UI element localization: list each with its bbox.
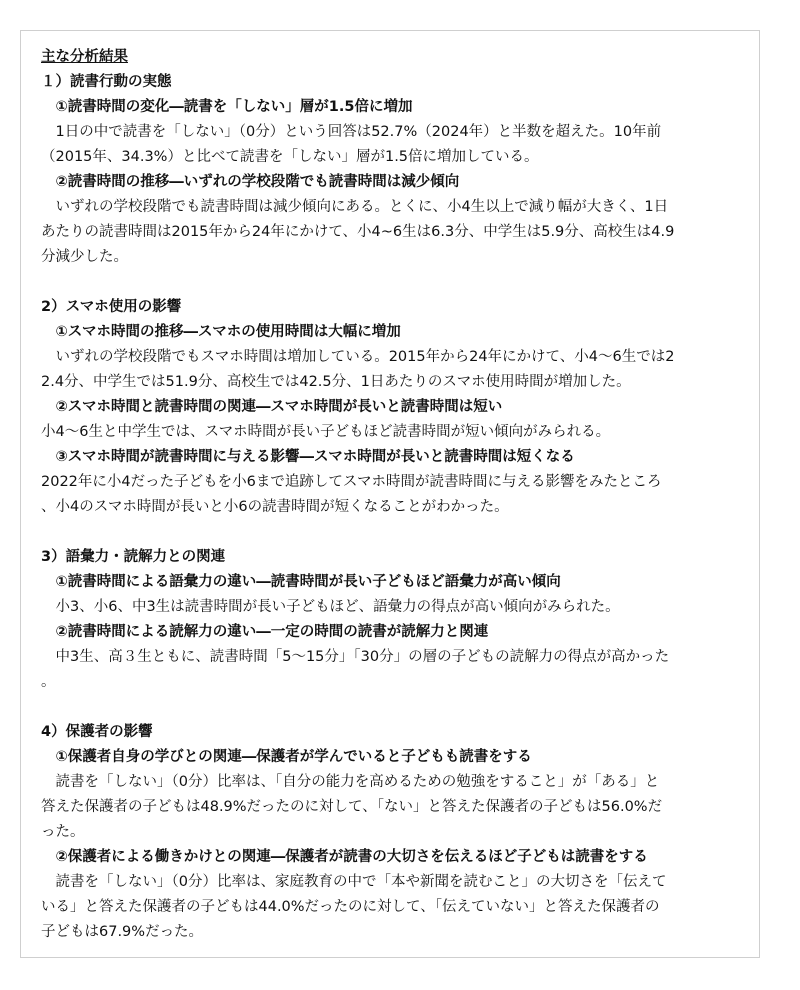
body-text: 。 (41, 674, 56, 690)
body-text: いずれの学校段階でも読書時間は減少傾向にある。とくに、小4生以上で減り幅が大きく、1日 (41, 199, 669, 215)
subsection-heading: ②読書時間による読解力の違い―一定の時間の読書が読解力と関連 (41, 624, 489, 640)
section-spacer (41, 695, 746, 720)
subsection-heading: ②保護者による働きかけとの関連―保護者が読書の大切さを伝えるほど子どもは読書をする (41, 849, 648, 865)
section-heading: 2）スマホ使用の影響 (41, 299, 182, 315)
document-body (41, 45, 746, 945)
body-text: 小4〜6生と中学生では、スマホ時間が長い子どもほど読書時間が短い傾向がみられる。 (41, 424, 611, 440)
section-heading: １）読書行動の実態 (41, 74, 172, 90)
body-text: った。 (41, 824, 85, 840)
section-spacer (41, 520, 746, 545)
section-spacer (41, 270, 746, 295)
body-text: あたりの読書時間は2015年から24年にかけて、小4~6生は6.3分、中学生は5.9分、高校生は4.9 (41, 224, 675, 240)
body-text: 読書を「しない」（0分）比率は、家庭教育の中で「本や新聞を読むこと」の大切さを「伝えて (41, 874, 667, 890)
body-text: 2.4分、中学生では51.9分、高校生では42.5分、1日あたりのスマホ使用時間が増加した。 (41, 374, 631, 390)
subsection-heading: ③スマホ時間が読書時間に与える影響―スマホ時間が長いと読書時間は短くなる (41, 449, 575, 465)
subsection-heading: ①保護者自身の学びとの関連―保護者が学んでいると子どもも読書をする (41, 749, 532, 765)
body-text: （2015年、34.3%）と比べて読書を「しない」層が1.5倍に増加している。 (41, 149, 539, 165)
body-text: 1日の中で読書を「しない」（0分）という回答は52.7%（2024年）と半数を超えた。10年前 (41, 124, 662, 140)
subsection-heading: ②スマホ時間と読書時間の関連―スマホ時間が長いと読書時間は短い (41, 399, 503, 415)
body-text: 中3生、高３生ともに、読書時間「5〜15分」「30分」の層の子どもの読解力の得点が高かった (41, 649, 670, 665)
body-text: 、小4のスマホ時間が長いと小6の読書時間が短くなることがわかった。 (41, 499, 509, 515)
body-text: 読書を「しない」（0分）比率は、「自分の能力を高めるための勉強をすること」が「ある」と (41, 774, 660, 790)
body-text: いずれの学校段階でもスマホ時間は増加している。2015年から24年にかけて、小4〜6生では2 (41, 349, 675, 365)
body-text: 子どもは67.9%だった。 (41, 924, 204, 940)
document-title: 主な分析結果 (41, 49, 128, 65)
subsection-heading: ①読書時間の変化―読書を「しない」層が1.5倍に増加 (41, 99, 413, 115)
body-text: 分減少した。 (41, 249, 128, 265)
section-heading: 3）語彙力・読解力との関連 (41, 549, 226, 565)
subsection-heading: ①読書時間による語彙力の違い―読書時間が長い子どもほど語彙力が高い傾向 (41, 574, 561, 590)
body-text: いる」と答えた保護者の子どもは44.0%だったのに対して、「伝えていない」と答えた保護者の (41, 899, 660, 915)
subsection-heading: ①スマホ時間の推移―スマホの使用時間は大幅に増加 (41, 324, 401, 340)
body-text: 2022年に小4だった子どもを小6まで追跡してスマホ時間が読書時間に与える影響をみたところ (41, 474, 662, 490)
body-text: 答えた保護者の子どもは48.9%だったのに対して、「ない」と答えた保護者の子どもは56.0%だ (41, 799, 663, 815)
subsection-heading: ②読書時間の推移―いずれの学校段階でも読書時間は減少傾向 (41, 174, 460, 190)
section-heading: 4）保護者の影響 (41, 724, 153, 740)
body-text: 小3、小6、中3生は読書時間が長い子どもほど、語彙力の得点が高い傾向がみられた。 (41, 599, 620, 615)
